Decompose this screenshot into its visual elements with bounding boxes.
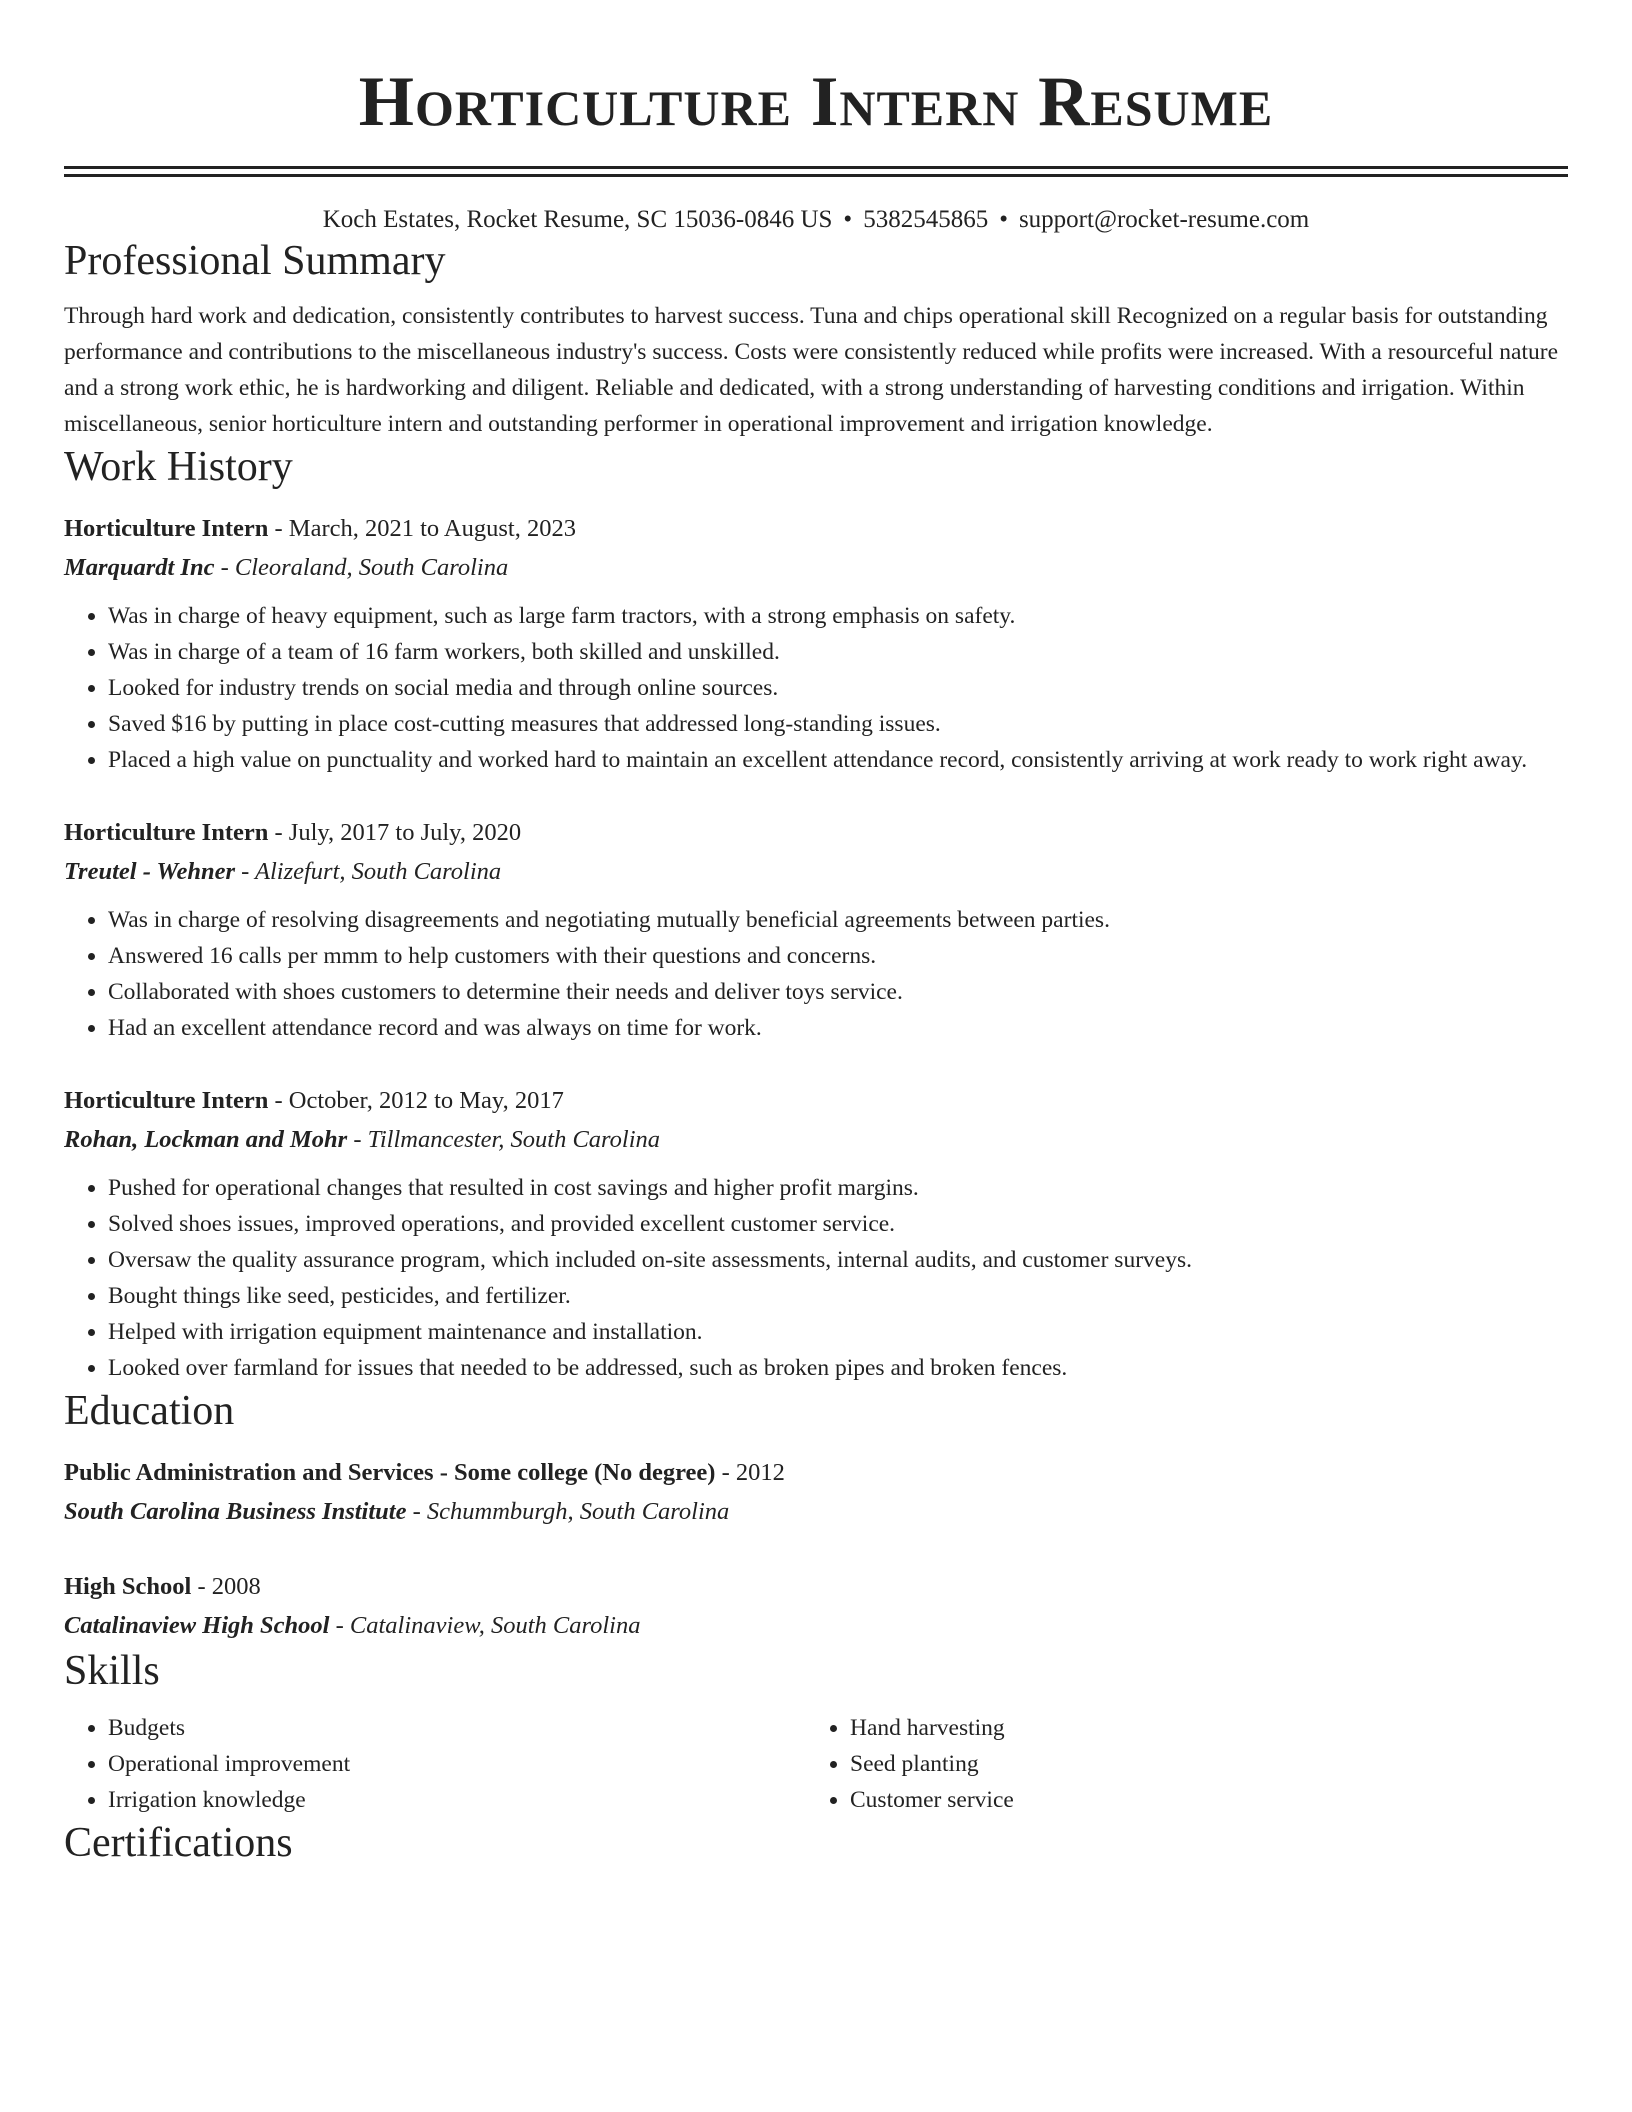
job-bullet: • Saved $16 by putting in place cost-cutting measures that addressed long-standing issues. (108, 706, 1568, 742)
job-bullet: • Bought things like seed, pesticides, and fertilizer. (108, 1278, 1568, 1314)
job-bullet: • Solved shoes issues, improved operations, and provided excellent customer service. (108, 1206, 1568, 1242)
job-bullet: • Was in charge of heavy equipment, such as large farm tractors, with a strong emphasis on safety. (108, 598, 1568, 634)
education-location: - Schummburgh, South Carolina (406, 1498, 730, 1525)
education-institution-line (64, 1492, 1568, 1532)
job-dates: - July, 2017 to July, 2020 (268, 819, 522, 846)
job-company: Marquardt Inc (64, 554, 215, 581)
job-title: Horticulture Intern (64, 819, 269, 846)
job-title-line (64, 814, 1568, 852)
education-entry (64, 1568, 1568, 1646)
education-entry (64, 1454, 1568, 1532)
contact-line (64, 204, 1568, 236)
job-bullet: • Was in charge of resolving disagreements and negotiating mutually beneficial agreements between parties. (108, 902, 1568, 938)
skill-item: • Hand harvesting (850, 1710, 1548, 1746)
job-bullet: • Looked for industry trends on social media and through online sources. (108, 670, 1568, 706)
job-bullet: • Placed a high value on punctuality and worked hard to maintain an excellent attendance record, consistently arriving at work ready to work right away. (108, 742, 1568, 778)
education-institution: Catalinaview High School (64, 1612, 330, 1639)
job-title-line (64, 1082, 1568, 1120)
job-bullet: • Collaborated with shoes customers to determine their needs and deliver toys service. (108, 974, 1568, 1010)
education-degree-line (64, 1454, 1568, 1492)
job-bullet: • Helped with irrigation equipment maintenance and installation. (108, 1314, 1568, 1350)
job-bullet: • Looked over farmland for issues that needed to be addressed, such as broken pipes and broken fences. (108, 1350, 1568, 1386)
skill-item: • Operational improvement (108, 1746, 806, 1782)
education-heading: Education (64, 1388, 235, 1434)
job-dates: - March, 2021 to August, 2023 (268, 515, 576, 542)
skill-item: • Seed planting (850, 1746, 1548, 1782)
education-degree: Public Administration and Services - Some college (No degree) (64, 1459, 716, 1486)
job-entry (64, 814, 1568, 1046)
job-company: Treutel - Wehner (64, 858, 236, 885)
job-title: Horticulture Intern (64, 515, 269, 542)
work-history-heading: Work History (64, 444, 293, 490)
skills-grid (64, 1710, 1568, 1818)
job-company-line (64, 1120, 1568, 1160)
contact-separator: • (999, 206, 1008, 233)
job-bullet: • Was in charge of a team of 16 farm workers, both skilled and unskilled. (108, 634, 1568, 670)
contact-phone: 5382545865 (863, 206, 989, 233)
summary-text: Through hard work and dedication, consistently contributes to harvest success. Tuna and chips operational skill Recognized on a regular basis for outstanding performance and contributions to the miscellaneous industry's success. Costs were consistently reduced while profits were increased. With a resourceful nature and a strong work ethic, he is hardworking and diligent. Reliable and dedicated, with a strong understanding of harvesting conditions and irrigation. Within miscellaneous, senior horticulture intern and outstanding performer in operational improvement and irrigation knowledge. (64, 303, 1558, 437)
job-company-line (64, 852, 1568, 892)
skill-item: • Budgets (108, 1710, 806, 1746)
education-institution-line (64, 1606, 1568, 1646)
job-company-line (64, 548, 1568, 588)
job-bullet: • Oversaw the quality assurance program, which included on-site assessments, internal audits, and customer surveys. (108, 1242, 1568, 1278)
skill-item: • Irrigation knowledge (108, 1782, 806, 1818)
job-location: - Tillmancester, South Carolina (347, 1126, 661, 1153)
job-entry (64, 510, 1568, 778)
job-bullet: • Answered 16 calls per mmm to help customers with their questions and concerns. (108, 938, 1568, 974)
job-bullet: • Had an excellent attendance record and was always on time for work. (108, 1010, 1568, 1046)
job-title: Horticulture Intern (64, 1087, 269, 1114)
contact-email: support@rocket-resume.com (1018, 206, 1310, 233)
job-dates: - October, 2012 to May, 2017 (268, 1087, 564, 1114)
resume-page (64, 0, 1568, 1868)
title-rule-top (64, 166, 1568, 169)
job-title-line (64, 510, 1568, 548)
job-entry (64, 1082, 1568, 1386)
summary-heading: Professional Summary (64, 238, 446, 284)
education-institution: South Carolina Business Institute (64, 1498, 407, 1525)
skill-item: • Customer service (850, 1782, 1548, 1818)
job-location: - Cleoraland, South Carolina (214, 554, 509, 581)
contact-separator: • (843, 206, 853, 233)
job-bullets (64, 1170, 1568, 1386)
job-bullet: • Pushed for operational changes that resulted in cost savings and higher profit margins. (108, 1170, 1568, 1206)
resume-title: Horticulture Intern Resume (358, 63, 1274, 141)
job-bullets (64, 598, 1568, 778)
skills-column-left (64, 1710, 806, 1818)
skills-heading: Skills (64, 1648, 160, 1694)
education-degree-line (64, 1568, 1568, 1606)
contact-address: Koch Estates, Rocket Resume, SC 15036-0846 US (322, 206, 833, 233)
certifications-heading: Certifications (64, 1820, 293, 1866)
education-year: - 2008 (191, 1573, 261, 1600)
education-year: - 2012 (715, 1459, 785, 1486)
job-location: - Alizefurt, South Carolina (235, 858, 502, 885)
education-degree: High School (64, 1573, 192, 1600)
job-company: Rohan, Lockman and Mohr (64, 1126, 348, 1153)
education-location: - Catalinaview, South Carolina (329, 1612, 641, 1639)
skills-column-right (806, 1710, 1548, 1818)
title-rule-bottom (64, 174, 1568, 177)
job-bullets (64, 902, 1568, 1046)
